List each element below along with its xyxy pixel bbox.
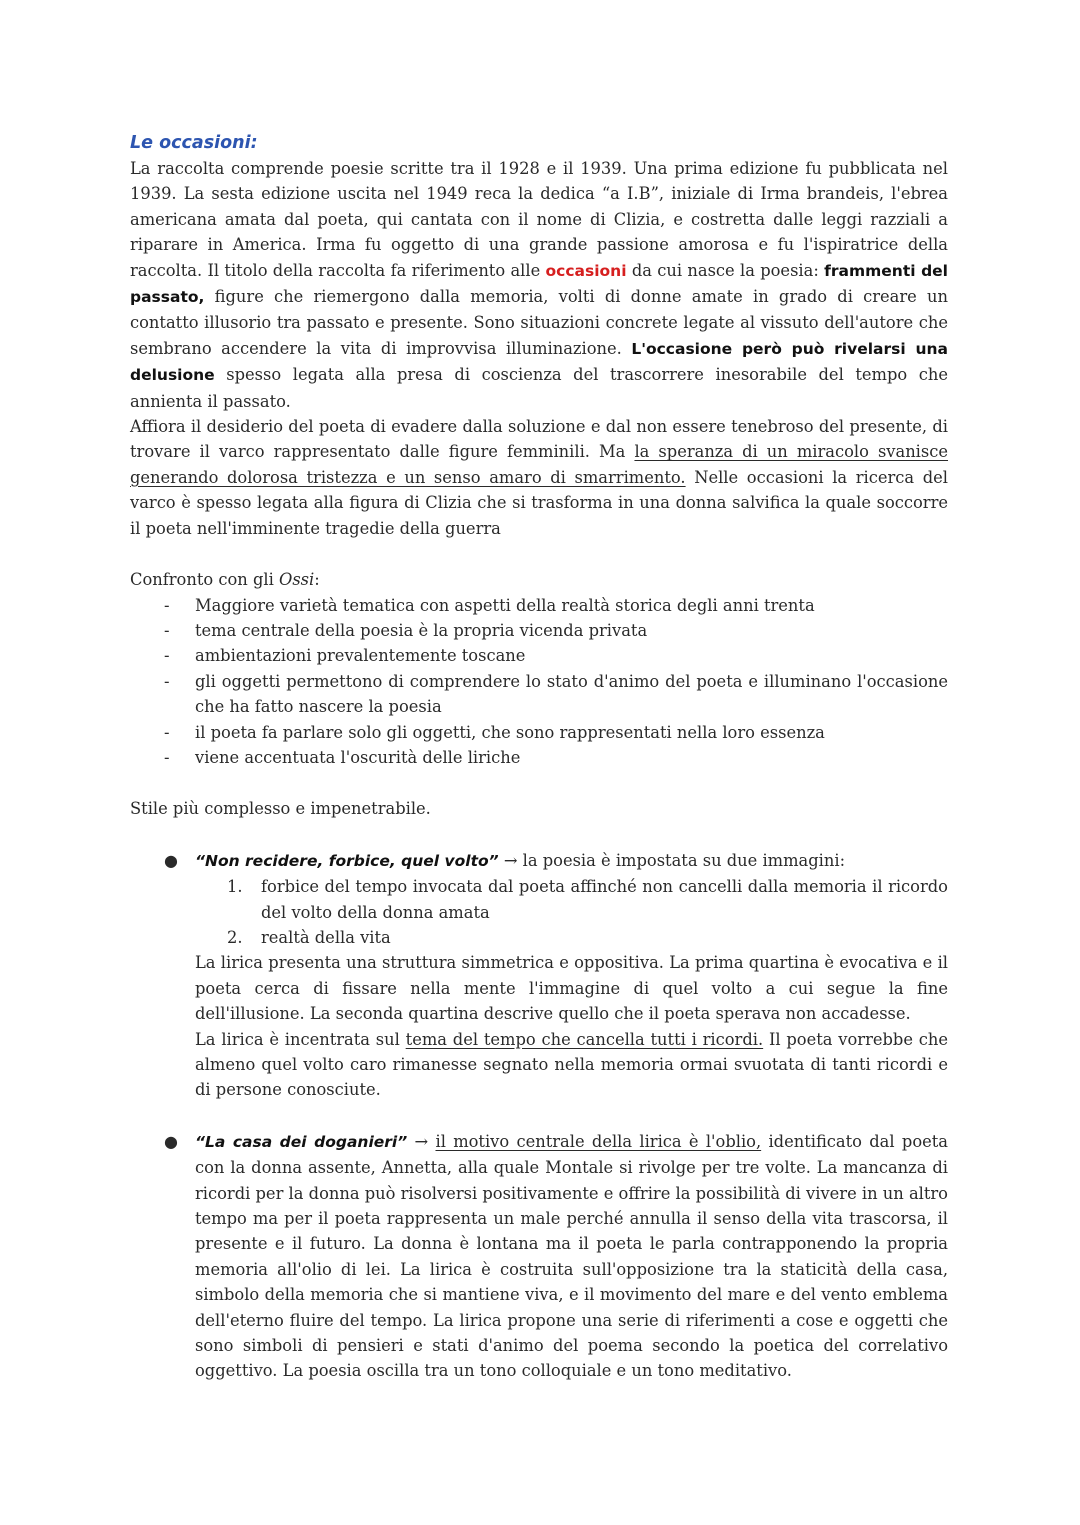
poem-1-body-b [195,1027,948,1103]
dash-marker: - [164,646,170,666]
list-item-text: Maggiore varietà tematica con aspetti della realtà storica degli anni trenta [195,595,815,615]
poem-1-heading [195,848,948,874]
dash-marker: - [164,722,170,742]
list-item [130,669,948,720]
stile-line: Stile più complesso e impenetrabile. [130,799,431,819]
item-number: 2. [227,927,243,947]
bullet-icon: ● [164,1131,178,1151]
text-span: identificato dal poeta con la donna assente, Annetta, alla quale Montale si rivolge per tre volte. La mancanza di ricordi per la donna può risolversi positivamente e offrire la possibilità di vivere in un altro tempo ma per il poeta rappresenta un male perché annulla il senso della vita trascorsa, il presente e il futuro. La donna è lontana ma il poeta le parla contrapponendo la propria memoria all'olio di lei. La lirica è costruita sull'opposizione tra la staticità della casa, simbolo della memoria che si mantiene viva, e il movimento del mare e del vento emblema dell'eterno fluire del tempo. La lirica propone una serie di riferimenti a cose e oggetti che sono simboli di pensieri e stati d'animo del poema secondo la poetica del correlativo oggettivo. La poesia oscilla tra un tono colloquiale e un tono meditativo. [195,1131,949,1381]
confronto-label [130,567,948,592]
list-item-text: il poeta fa parlare solo gli oggetti, che sono rappresentati nella loro essenza [195,722,825,742]
dash-marker: - [164,620,170,640]
list-item-text: viene accentuata l'oscurità delle liriche [195,747,521,767]
text-span: Confronto con gli [130,570,279,590]
list-item-text: tema centrale della poesia è la propria vicenda privata [195,620,648,640]
underlined-tema-tempo: tema del tempo che cancella tutti i ricordi. [405,1029,764,1049]
underlined-oblio: il motivo centrale della lirica è l'oblio, [435,1131,762,1151]
dash-marker: - [164,671,170,691]
item-text: realtà della vita [261,927,391,947]
list-item-text: gli oggetti permettono di comprendere lo stato d'animo del poeta e illuminano l'occasione che ha fatto nascere la poesia [195,671,948,717]
bold-frammenti: frammenti del passato, [130,261,948,307]
dash-marker: - [164,747,170,767]
list-item [130,593,948,618]
text-span: La lirica è incentrata sul [195,1029,406,1049]
poem-2-paragraph [195,1129,948,1384]
dash-marker: - [164,595,170,615]
list-item-text: ambientazioni prevalentemente toscane [195,646,526,666]
list-item [130,643,948,668]
text-span: figure che riemergono dalla memoria, volti di donne amate in grado di creare un contatto illusorio tra passato e presente. Sono situazioni concrete legate al vissuto dell'autore che sembrano accendere la vita di improvvisa illuminazione. [130,287,948,358]
underlined-speranza: la speranza di un miracolo svanisce generando dolorosa tristezza e un senso amaro di smarrimento. [130,442,949,487]
highlight-occasioni: occasioni [545,261,627,280]
text-span: Il poeta vorrebbe che almeno quel volto caro rimanesse segnato nella memoria ormai svuotata di tanti ricordi e di persone conosciute. [195,1029,949,1100]
document-page [130,130,948,1384]
list-item [130,618,948,643]
list-item [130,745,948,770]
italic-ossi: Ossi [278,570,315,590]
poem-1-numbered-list [195,874,948,950]
numbered-item [195,874,948,925]
text-span: spesso legata alla presa di coscienza del trascorrere inesorabile del tempo che annienta il passato. [130,365,948,411]
text-span: Nelle occasioni la ricerca del varco è spesso legata alla figura di Clizia che si trasforma in una donna salvifica la quale soccorre il poeta nell'imminente tragedie della guerra [130,467,948,538]
list-item [130,720,948,745]
intro-paragraph-1 [130,156,948,414]
intro-paragraph-2 [130,414,948,541]
poem-2-block [130,1129,948,1384]
bullet-icon: ● [164,850,178,870]
text-span: da cui nasce la poesia: [626,260,825,280]
text-span: → la poesia è impostata su due immagini: [498,850,846,870]
poem-1-body-a: La lirica presenta una struttura simmetrica e oppositiva. La prima quartina è evocativa e il poeta cerca di fissare nella mente l'immagine di quel volto a cui segue la fine dell'illusione. La seconda quartina descrive quello che il poeta sperava non accadesse. [195,953,948,1024]
item-number: 1. [227,877,243,897]
confronto-list [130,593,948,771]
bold-occasione-delusione: L'occasione però può rivelarsi una delusione [130,339,948,385]
poem-2-title: “La casa dei doganieri” [195,1132,408,1151]
numbered-item [195,925,948,950]
arrow-text: → [407,1131,436,1151]
section-heading: Le occasioni: [130,133,258,153]
text-span: : [314,570,320,590]
text-span: La raccolta comprende poesie scritte tra il 1928 e il 1939. Una prima edizione fu pubblicata nel 1939. La sesta edizione uscita nel 1949 reca la dedica “a I.B”, iniziale di Irma brandeis, l'ebrea americana amata dal poeta, qui cantata con il nome di Clizia, e costretta dalle leggi razziali a riparare in America. Irma fu oggetto di una grande passione amorosa e fu l'ispiratrice della raccolta. Il titolo della raccolta fa riferimento alle [130,159,948,280]
text-span: Affiora il desiderio del poeta di evadere dalla soluzione e dal non essere tenebroso del presente, di trovare il varco rappresentato dalle figure femminili. Ma [130,417,948,462]
poem-1-title: “Non recidere, forbice, quel volto” [195,851,499,870]
item-text: forbice del tempo invocata dal poeta affinché non cancelli dalla memoria il ricordo del volto della donna amata [261,877,948,922]
poem-1-block [130,848,948,1103]
